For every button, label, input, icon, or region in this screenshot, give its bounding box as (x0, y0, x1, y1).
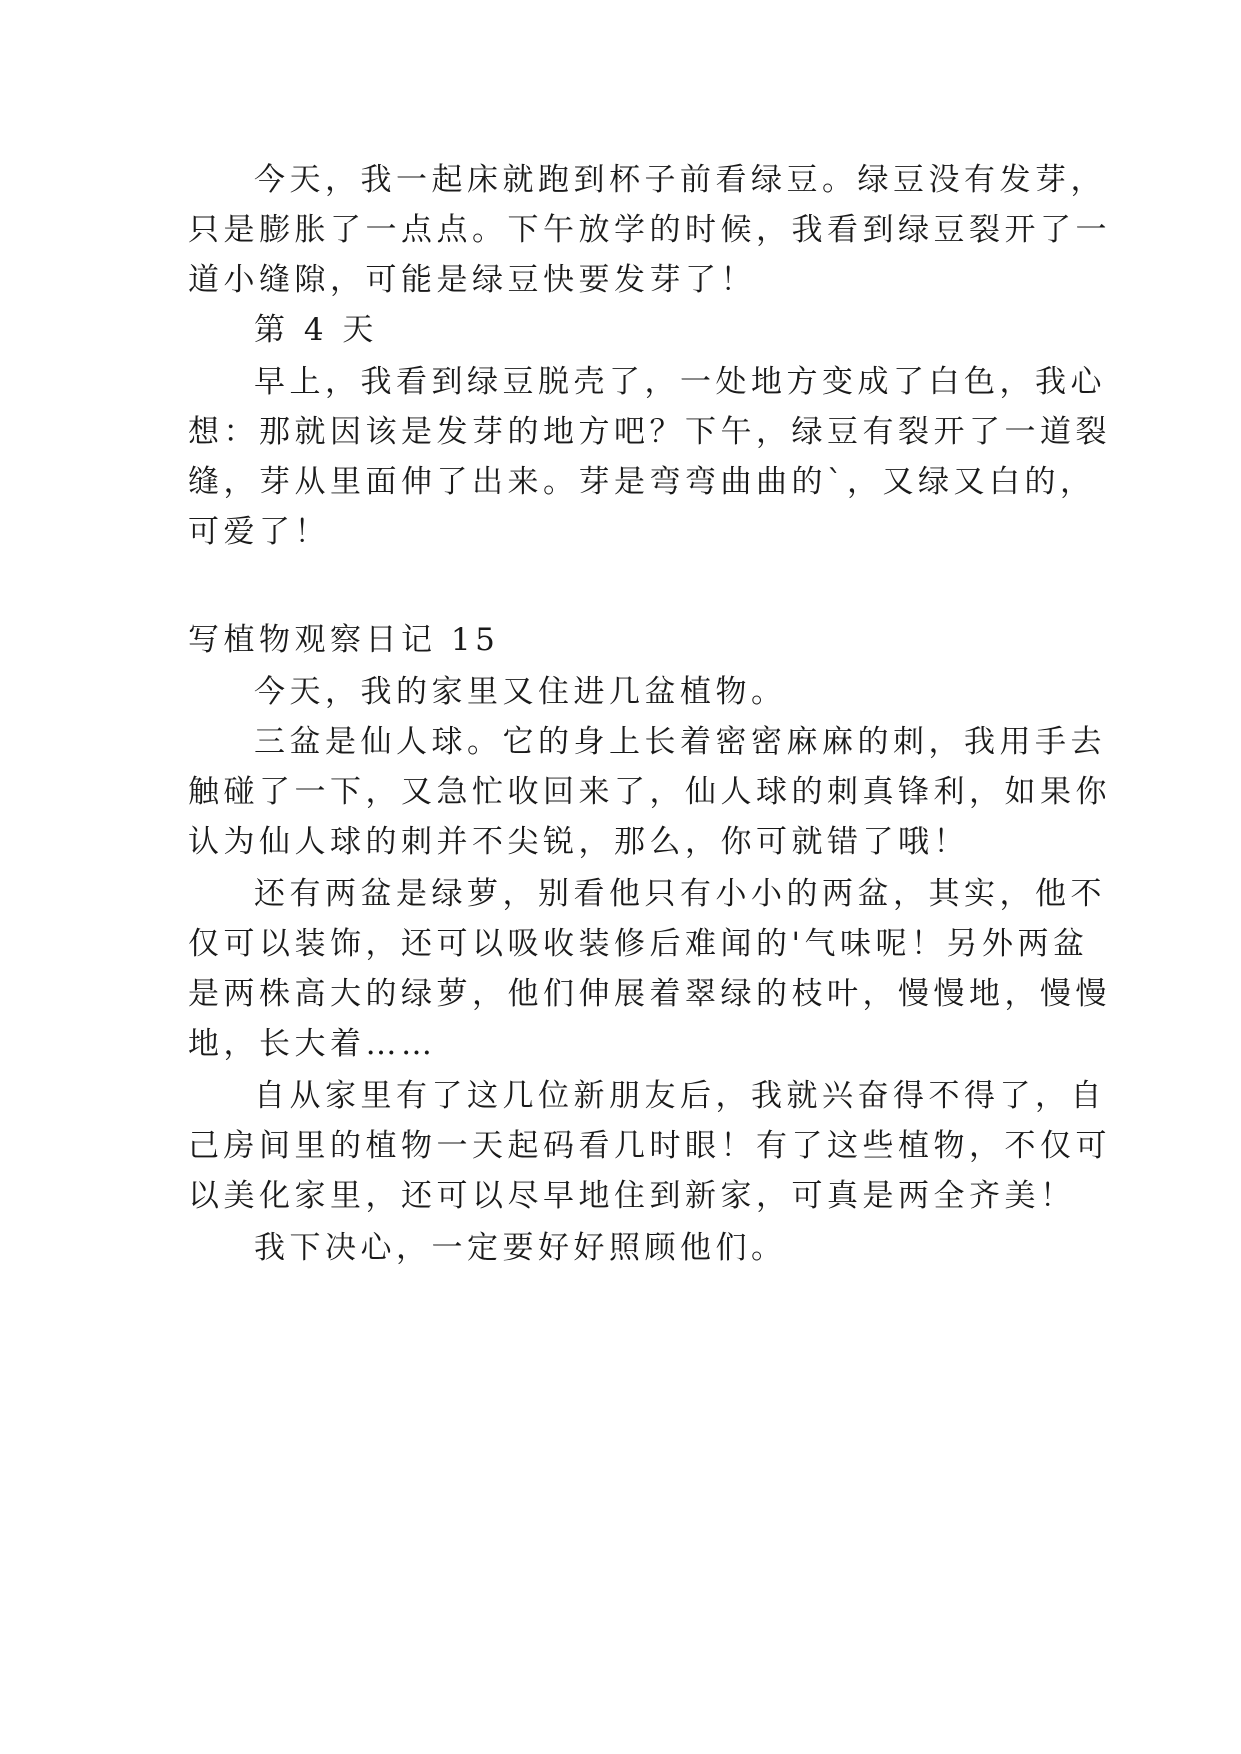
text-line: 第 4 天 (254, 312, 378, 348)
text-line: 己房间里的植物一天起码看几时眼！有了这些植物，不仅可 (188, 1128, 1111, 1164)
text-line: 仅可以装饰，还可以吸收装修后难闻的'气味呢！另外两盆 (188, 926, 1089, 962)
text-line: 认为仙人球的刺并不尖锐，那么，你可就错了哦！ (188, 824, 969, 860)
text-line: 三盆是仙人球。它的身上长着密密麻麻的刺，我用手去 (254, 724, 1106, 760)
text-line: 地，长大着…… (188, 1026, 437, 1062)
text-line: 想：那就因该是发芽的地方吧？下午，绿豆有裂开了一道裂 (188, 414, 1111, 450)
text-line: 我下决心，一定要好好照顾他们。 (254, 1230, 787, 1266)
text-line: 是两株高大的绿萝，他们伸展着翠绿的枝叶，慢慢地，慢慢 (188, 976, 1111, 1012)
text-line: 道小缝隙，可能是绿豆快要发芽了！ (188, 262, 756, 298)
text-line: 今天，我一起床就跑到杯子前看绿豆。绿豆没有发芽， (254, 162, 1106, 198)
section-heading: 写植物观察日记 15 (188, 622, 500, 658)
text-line: 今天，我的家里又住进几盆植物。 (254, 674, 787, 710)
text-line: 只是膨胀了一点点。下午放学的时候，我看到绿豆裂开了一 (188, 212, 1111, 248)
text-line: 早上，我看到绿豆脱壳了，一处地方变成了白色，我心 (254, 364, 1106, 400)
text-line: 以美化家里，还可以尽早地住到新家，可真是两全齐美！ (188, 1178, 1076, 1214)
text-line: 自从家里有了这几位新朋友后，我就兴奋得不得了，自 (254, 1078, 1106, 1114)
text-line: 还有两盆是绿萝，别看他只有小小的两盆，其实，他不 (254, 876, 1106, 912)
text-line: 可爱了！ (188, 514, 330, 550)
text-line: 触碰了一下，又急忙收回来了，仙人球的刺真锋利，如果你 (188, 774, 1111, 810)
text-line: 缝，芽从里面伸了出来。芽是弯弯曲曲的`，又绿又白的， (188, 464, 1096, 500)
